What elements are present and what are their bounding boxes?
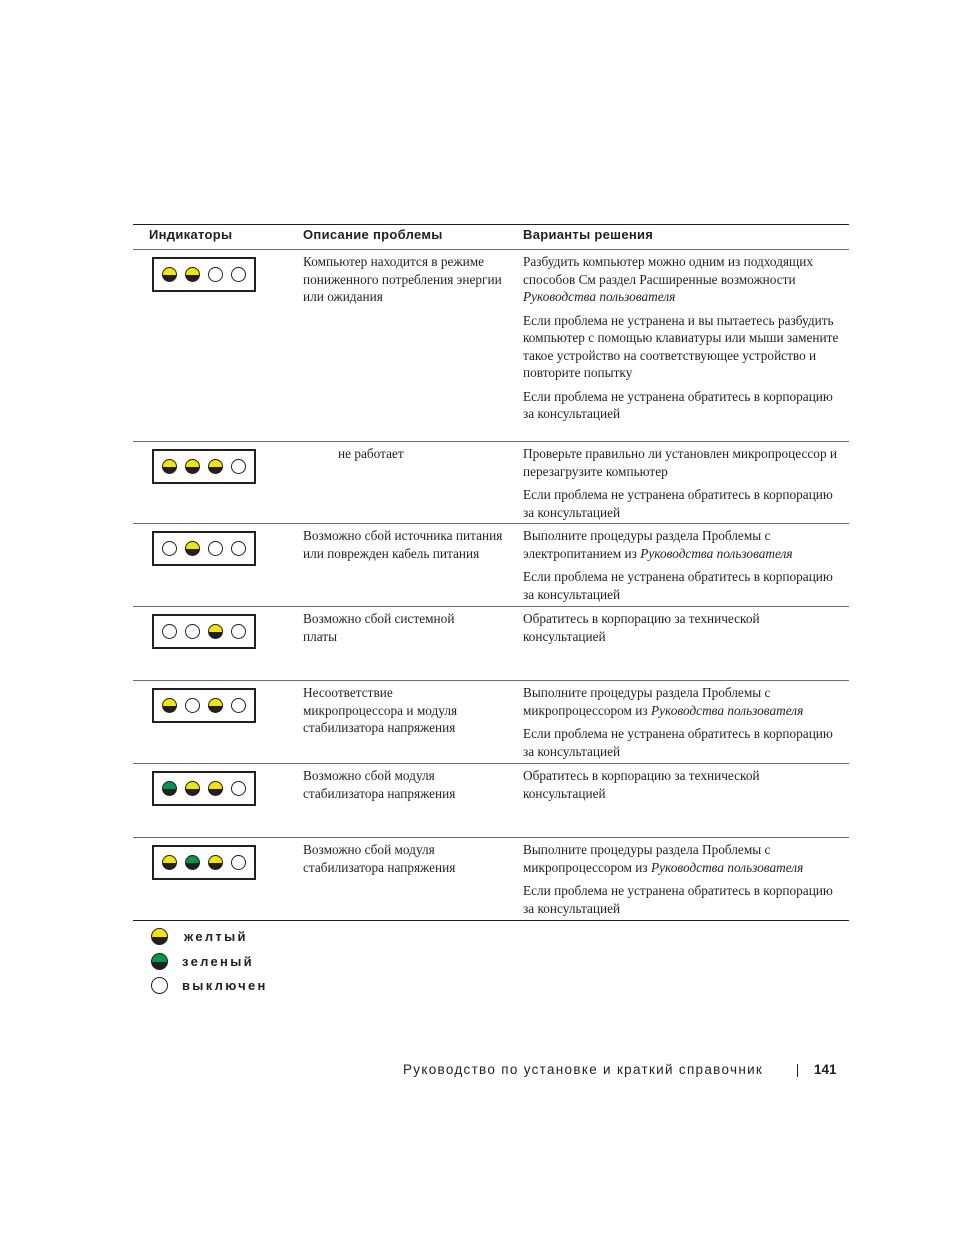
indicator-light-3 (208, 541, 223, 556)
indicator-light-2 (185, 459, 200, 474)
indicator-light-2 (185, 855, 200, 870)
legend-light-green (151, 953, 168, 970)
legend-item-green (151, 952, 254, 970)
indicator-light-1 (162, 624, 177, 639)
indicator-light-1 (162, 459, 177, 474)
solution-text: Выполните процедуры раздела Проблемы с микропроцессором из Руководства пользователя (523, 685, 804, 718)
indicator-light-4 (231, 267, 246, 282)
header-solutions: Варианты решения (523, 227, 654, 242)
indicator-light-4 (231, 624, 246, 639)
solution-text: Если проблема не устранена обратитесь в корпорацию за консультацией (523, 883, 833, 916)
solutions-list (523, 610, 845, 651)
legend-label: выключен (182, 977, 268, 993)
problem-description: Возможно сбой системной платы (303, 611, 455, 644)
solution-text: Обратитесь в корпорацию за технической консультацией (523, 768, 760, 801)
legend-item-off (151, 976, 268, 994)
indicator-light-3 (208, 855, 223, 870)
header-indicators: Индикаторы (149, 227, 233, 242)
indicator-panel (152, 688, 256, 723)
solutions-list (523, 445, 845, 527)
table-top-rule (133, 224, 849, 225)
solutions-list (523, 527, 845, 609)
solution-text: Если проблема не устранена обратитесь в корпорацию за консультацией (523, 726, 833, 759)
solutions-list (523, 767, 845, 808)
indicator-light-3 (208, 781, 223, 796)
indicator-light-4 (231, 459, 246, 474)
legend-label: зеленый (182, 953, 254, 969)
problem-description: не работает (338, 446, 404, 461)
legend-light-off (151, 977, 168, 994)
problem-description: Несоответствие микропроцессора и модуля стабилизатора напряжения (303, 685, 458, 735)
legend-light-yellow (151, 928, 168, 945)
solution-text: Разбудить компьютер можно одним из подходящих способов См раздел Расширенные возможности Руководства пользователя (523, 254, 814, 304)
indicator-panel (152, 257, 256, 292)
indicator-light-2 (185, 698, 200, 713)
indicator-light-4 (231, 781, 246, 796)
legend-label: желтый (184, 928, 248, 944)
table-row (133, 250, 849, 441)
problem-description: Возможно сбой источника питания или поврежден кабель питания (303, 528, 503, 561)
footer-title: Руководство по установке и краткий справочник (403, 1062, 764, 1077)
solution-text: Если проблема не устранена обратитесь в корпорацию за консультацией (523, 388, 833, 421)
indicator-light-3 (208, 698, 223, 713)
table-row (133, 838, 849, 920)
indicator-light-2 (185, 624, 200, 639)
table-row (133, 681, 849, 763)
problem-description: Возможно сбой модуля стабилизатора напряжения (303, 842, 456, 875)
table-row (133, 524, 849, 606)
legend-item-yellow (151, 927, 248, 945)
indicator-light-1 (162, 855, 177, 870)
indicator-panel (152, 845, 256, 880)
indicator-light-4 (231, 855, 246, 870)
table-bottom-rule (133, 920, 849, 921)
indicator-panel (152, 771, 256, 806)
table-row (133, 442, 849, 524)
indicator-light-3 (208, 624, 223, 639)
indicator-light-1 (162, 267, 177, 282)
indicator-light-2 (185, 267, 200, 282)
solution-text: Если проблема не устранена и вы пытаетесь разбудить компьютер с помощью клавиатуры или мыши замените такое устройство на соответствующее устройство и повторите попытку (523, 312, 839, 380)
indicator-panel (152, 531, 256, 566)
solution-text: Выполните процедуры раздела Проблемы с электропитанием из Руководства пользователя (523, 528, 793, 561)
indicator-light-2 (185, 541, 200, 556)
indicator-panel (152, 449, 256, 484)
indicator-light-1 (162, 698, 177, 713)
solution-text: Выполните процедуры раздела Проблемы с микропроцессором из Руководства пользователя (523, 842, 804, 875)
solution-text: Обратитесь в корпорацию за технической консультацией (523, 611, 760, 644)
solution-text: Проверьте правильно ли установлен микропроцессор и перезагрузите компьютер (523, 446, 838, 479)
problem-description: Возможно сбой модуля стабилизатора напряжения (303, 768, 456, 801)
indicator-light-3 (208, 267, 223, 282)
indicator-light-3 (208, 459, 223, 474)
problem-description: Компьютер находится в режиме пониженного потребления энергии или ожидания (303, 254, 502, 304)
solutions-list (523, 253, 845, 429)
solutions-list (523, 841, 845, 923)
table-row (133, 607, 849, 680)
solutions-list (523, 684, 845, 766)
indicator-light-1 (162, 541, 177, 556)
solution-text: Если проблема не устранена обратитесь в корпорацию за консультацией (523, 569, 833, 602)
header-description: Описание проблемы (303, 227, 443, 242)
indicator-light-4 (231, 698, 246, 713)
solution-text: Если проблема не устранена обратитесь в корпорацию за консультацией (523, 487, 833, 520)
table-row (133, 764, 849, 837)
indicator-light-2 (185, 781, 200, 796)
indicator-panel (152, 614, 256, 649)
indicator-light-1 (162, 781, 177, 796)
footer-separator (797, 1064, 798, 1077)
indicator-light-4 (231, 541, 246, 556)
page-number: 141 (814, 1062, 837, 1077)
